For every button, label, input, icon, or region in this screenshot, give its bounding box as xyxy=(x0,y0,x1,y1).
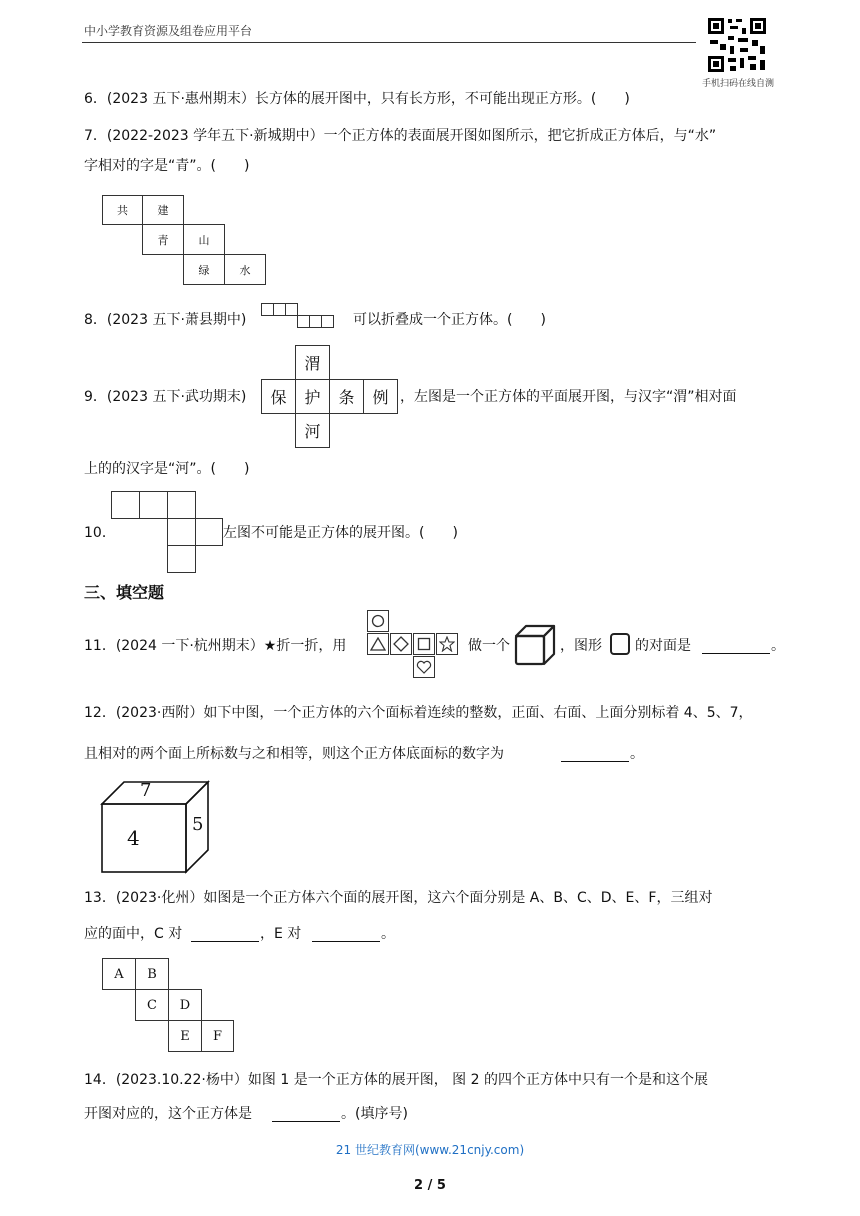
question-11-text-c: ，图形 xyxy=(560,638,602,654)
q13-net-cell: B xyxy=(135,958,169,990)
q10-cube-net-bottom xyxy=(167,545,196,573)
question-12-line1: 12．(2023·西附）如下中图，一个正方体的六个面标着连续的整数，正面、右面、上面分别标着 4、5、7， xyxy=(84,705,753,721)
square-icon xyxy=(417,637,431,651)
question-13-line1: 13．(2023·化州）如图是一个正方体六个面的展开图，这六个面分别是 A、B、C、D、E、F，三组对 xyxy=(84,890,713,906)
q10-net-cell xyxy=(167,545,196,573)
question-12-line2: 且相对的两个面上所标数与之和相等，则这个正方体底面标的数字为 xyxy=(84,746,504,762)
question-6: 6．(2023 五下·惠州期末）长方体的展开图中，只有长方形，不可能出现正方形。( ) xyxy=(84,91,630,107)
question-12-end: 。 xyxy=(630,746,644,762)
q11-net-cell xyxy=(367,610,389,632)
q10-net-cell xyxy=(111,491,140,519)
q9-net-cell: 条 xyxy=(329,379,364,414)
square-shape-icon xyxy=(609,632,631,656)
answer-blank[interactable] xyxy=(702,639,770,654)
section-heading: 三、填空题 xyxy=(84,583,165,602)
question-14-line2: 开图对应的，这个正方体是 xyxy=(84,1106,252,1122)
question-8-suffix: 可以折叠成一个正方体。( ) xyxy=(353,312,546,328)
q11-shape-net xyxy=(367,610,463,682)
question-13-end: 。 xyxy=(381,926,395,942)
question-7-line1: 7．(2022-2023 学年五下·新城期中）一个正方体的表面展开图如图所示，把它折成正方体后，与“水” xyxy=(84,128,717,144)
q10-net-cell xyxy=(167,518,196,546)
cube-front-number: 4 xyxy=(127,826,140,850)
q13-net-cell: F xyxy=(201,1020,234,1052)
q10-net-cell xyxy=(139,491,168,519)
q13-cube-net xyxy=(102,958,234,1054)
question-9-prefix: 9．(2023 五下·武功期末) xyxy=(84,389,247,405)
question-13-line2-a: 应的面中，C 对 xyxy=(84,926,183,942)
q13-net-cell: A xyxy=(102,958,136,990)
question-11-end: 。 xyxy=(771,638,785,654)
cube-icon xyxy=(514,624,556,666)
q9-cube-net xyxy=(261,345,401,449)
q9-net-cell: 河 xyxy=(295,413,330,448)
q12-cube-figure xyxy=(100,780,210,874)
q13-net-cell: D xyxy=(168,989,202,1021)
q7-net-cell: 水 xyxy=(224,254,266,285)
footer-link[interactable]: 21 世纪教育网(www.21cnjy.com) xyxy=(335,1143,525,1157)
q10-net-cell xyxy=(167,491,196,519)
answer-blank[interactable] xyxy=(272,1107,340,1122)
q11-net-cell xyxy=(436,633,458,655)
cube-top-number: 7 xyxy=(140,780,152,801)
star-icon xyxy=(439,636,455,652)
q8-cube-net xyxy=(259,303,344,333)
qr-caption: 手机扫码在线自测 xyxy=(701,79,774,89)
q13-net-cell: E xyxy=(168,1020,202,1052)
circle-icon xyxy=(371,614,385,628)
q8-net-cell xyxy=(321,315,334,328)
q7-net-cell: 山 xyxy=(183,224,225,255)
cube-right-number: 5 xyxy=(192,814,204,835)
question-10-prefix: 10． xyxy=(84,525,116,541)
q9-net-cell: 保 xyxy=(261,379,296,414)
question-14-line1: 14．(2023.10.22·杨中）如图 1 是一个正方体的展开图， 图 2 的四个正方体中只有一个是和这个展 xyxy=(84,1072,708,1088)
question-9-suffix: ，左图是一个正方体的平面展开图，与汉字“渭”相对面 xyxy=(400,389,737,405)
triangle-icon xyxy=(370,637,386,651)
answer-blank[interactable] xyxy=(191,927,259,942)
q11-net-cell xyxy=(413,656,435,678)
q9-net-cell: 渭 xyxy=(295,345,330,380)
answer-blank[interactable] xyxy=(561,747,629,762)
answer-blank[interactable] xyxy=(312,927,380,942)
q10-net-cell xyxy=(195,518,223,546)
q11-net-cell xyxy=(367,633,389,655)
q7-net-cell: 共 xyxy=(102,195,143,225)
page-number: 2 / 5 xyxy=(414,1178,446,1193)
q7-net-cell: 绿 xyxy=(183,254,225,285)
q7-net-cell: 建 xyxy=(142,195,184,225)
question-7-line2: 字相对的字是“青”。( ) xyxy=(84,158,250,174)
q13-net-cell: C xyxy=(135,989,169,1021)
q10-cube-net xyxy=(111,491,223,547)
question-13-line2-b: ，E 对 xyxy=(260,926,302,942)
header-divider xyxy=(82,42,696,43)
q7-net-cell: 青 xyxy=(142,224,184,255)
question-11-text-a: 11．(2024 一下·杭州期末）★折一折，用 xyxy=(84,638,347,654)
q7-cube-net xyxy=(102,195,266,285)
question-14-end: 。(填序号) xyxy=(341,1106,408,1122)
qr-code[interactable] xyxy=(706,16,768,74)
question-9-line2: 上的的汉字是“河”。( ) xyxy=(84,461,250,477)
header-title: 中小学教育资源及组卷应用平台 xyxy=(84,24,253,38)
question-10-suffix: 左图不可能是正方体的展开图。( ) xyxy=(223,525,458,541)
heart-icon xyxy=(416,660,432,674)
q9-net-cell: 护 xyxy=(295,379,330,414)
question-11-text-d: 的对面是 xyxy=(635,638,691,654)
question-8-prefix: 8．(2023 五下·萧县期中) xyxy=(84,312,247,328)
diamond-icon xyxy=(393,636,409,652)
q9-net-cell: 例 xyxy=(363,379,398,414)
q11-net-cell xyxy=(390,633,412,655)
q11-net-cell xyxy=(413,633,435,655)
question-11-text-b: 做一个 xyxy=(468,638,510,654)
